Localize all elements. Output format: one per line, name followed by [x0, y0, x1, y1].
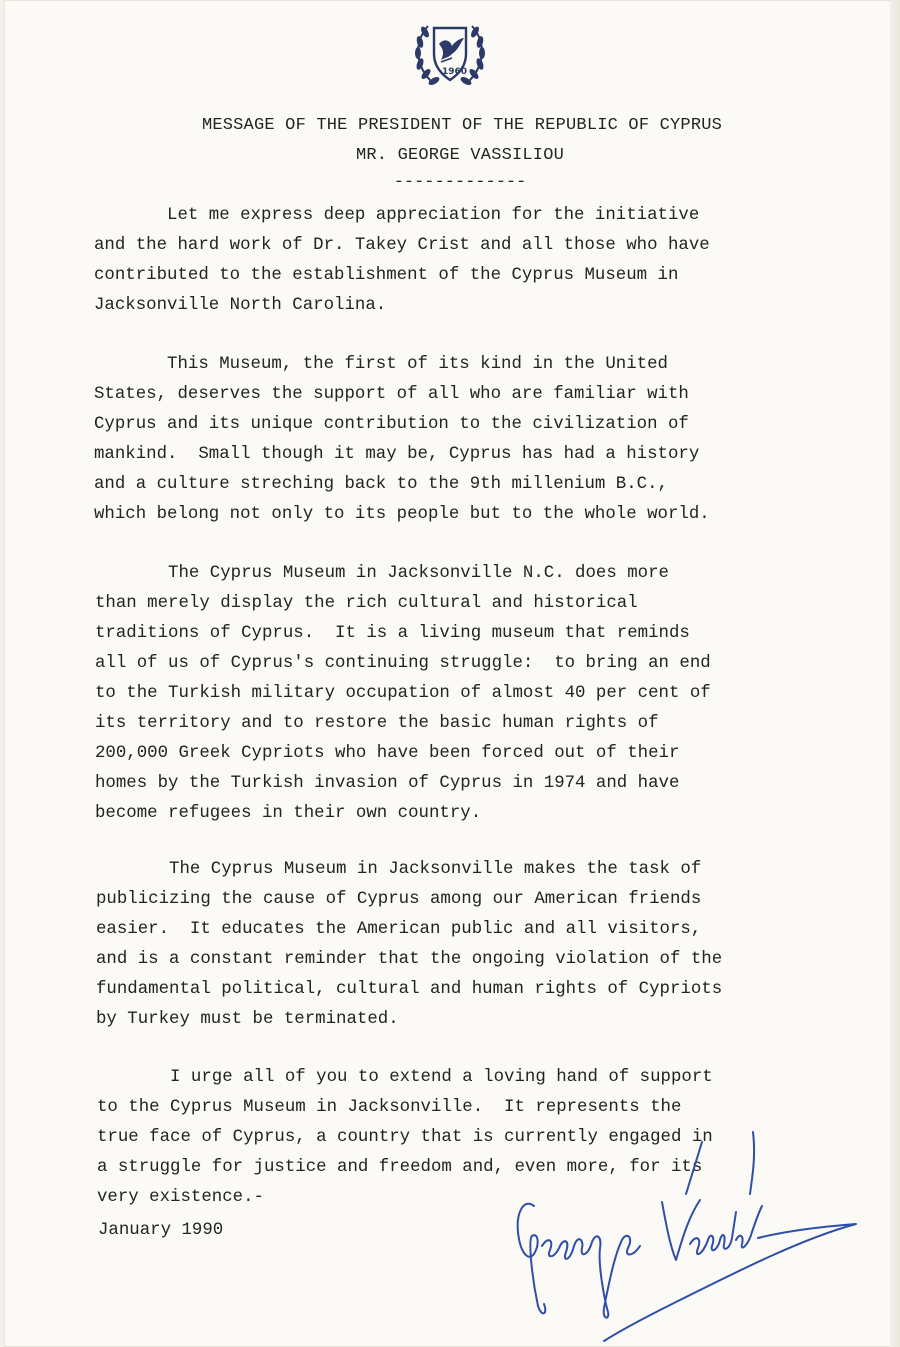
- letter-date: January 1990: [98, 1221, 224, 1240]
- letter-subtitle: MR. GEORGE VASSILIOU: [355, 146, 565, 165]
- paragraph-1: Let me express deep appreciation for the initiative and the hard work of Dr. Takey Crist and all those who have contributed to the establishment of the Cyprus Museum in Jacksonville North Carolina.: [94, 206, 710, 315]
- handwritten-signature: [504, 1128, 874, 1343]
- paragraph-2: This Museum, the first of its kind in the United States, deserves the support of all who are familiar with Cyprus and its unique contribution to the civilization of mankind. Small though it may be, Cyprus has had a history and a culture streching back to the 9th millenium B.C., which belong not only to its people but to the whole world.: [94, 355, 710, 524]
- heading-rule: -------------: [393, 173, 527, 192]
- letter-sheet: [4, 0, 892, 1347]
- letter-title: MESSAGE OF THE PRESIDENT OF THE REPUBLIC OF CYPRUS: [201, 116, 723, 135]
- cyprus-coat-of-arms-icon: [408, 14, 492, 92]
- svg-text:1960: 1960: [442, 67, 468, 77]
- paragraph-5: I urge all of you to extend a loving hand of support to the Cyprus Museum in Jacksonville. It represents the true face of Cyprus, a country that is currently engaged in a struggle for justice and freedom and, even more, for its very existence.-: [97, 1068, 713, 1207]
- frame-edge: [890, 0, 900, 1347]
- paragraph-3: The Cyprus Museum in Jacksonville N.C. does more than merely display the rich cultural and historical traditions of Cyprus. It is a living museum that reminds all of us of Cyprus's continuing struggle: to bring an end to the Turkish military occupation of almost 40 per cent of its territory and to restore the basic human rights of 200,000 Greek Cypriots who have been forced out of their homes by the Turkish invasion of Cyprus in 1974 and have become refugees in their own country.: [95, 564, 711, 823]
- paragraph-4: The Cyprus Museum in Jacksonville makes the task of publicizing the cause of Cyprus among our American friends easier. It educates the American public and all visitors, and is a constant reminder that the ongoing violation of the fundamental political, cultural and human rights of Cypriots by Turkey must be terminated.: [96, 860, 723, 1029]
